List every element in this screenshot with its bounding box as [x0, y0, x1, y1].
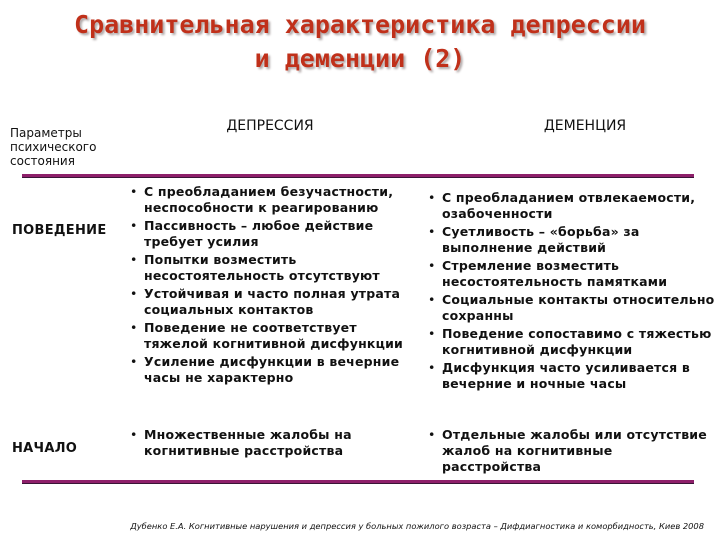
header-parameters: Параметры психического состояния: [10, 126, 97, 168]
bullet-icon: •: [130, 184, 138, 199]
list-item: [128, 252, 420, 284]
list-item-text: С преобладанием безучастности, неспособности к реагированию: [144, 184, 394, 215]
list-item: [426, 292, 716, 324]
footer-divider: [22, 480, 694, 484]
bullet-icon: •: [428, 190, 436, 205]
list-item-text: Поведение сопоставимо с тяжестью когнитивной дисфункции: [442, 326, 712, 357]
list-item: [128, 354, 420, 386]
list-item-text: Пассивность – любое действие требует усилия: [144, 218, 374, 249]
onset-dementia-list: [426, 427, 716, 477]
citation: Дубенко Е.А. Когнитивные нарушения и депрессия у больных пожилого возраста – Дифдиагностика и коморбидность, Киев 2008: [130, 521, 704, 531]
list-item: [426, 224, 716, 256]
list-item: [426, 326, 716, 358]
list-item-text: Устойчивая и часто полная утрата социальных контактов: [144, 286, 401, 317]
header-dementia: ДЕМЕНЦИЯ: [543, 118, 627, 134]
list-item-text: Попытки возместить несостоятельность отсутствуют: [144, 252, 380, 283]
list-item-text: Дисфункция часто усиливается в вечерние и ночные часы: [442, 360, 690, 391]
bullet-icon: •: [428, 224, 436, 239]
header-depression: ДЕПРЕССИЯ: [226, 118, 314, 134]
bullet-icon: •: [130, 252, 138, 267]
bullet-icon: •: [130, 354, 138, 369]
row-label-onset: НАЧАЛО: [12, 441, 78, 456]
list-item-text: Социальные контакты относительно сохранны: [442, 292, 715, 323]
title-line-2: и деменции (2): [254, 44, 466, 73]
list-item: [128, 218, 420, 250]
row-label-behavior: ПОВЕДЕНИЕ: [12, 223, 107, 238]
list-item: [128, 320, 420, 352]
behavior-depression-list: [128, 184, 420, 388]
onset-depression-list: [128, 427, 420, 461]
bullet-icon: •: [428, 360, 436, 375]
list-item-text: Поведение не соответствует тяжелой когнитивной дисфункции: [144, 320, 404, 351]
list-item-text: Усиление дисфункции в вечерние часы не характерно: [144, 354, 400, 385]
bullet-icon: •: [130, 427, 138, 442]
bullet-icon: •: [130, 218, 138, 233]
bullet-icon: •: [130, 286, 138, 301]
header-divider: [22, 174, 694, 178]
behavior-dementia-list: [426, 190, 716, 394]
list-item: [128, 184, 420, 216]
list-item: [128, 286, 420, 318]
list-item: [426, 258, 716, 290]
bullet-icon: •: [428, 427, 436, 442]
title-line-1: Сравнительная характеристика депрессии: [74, 10, 646, 39]
bullet-icon: •: [130, 320, 138, 335]
bullet-icon: •: [428, 326, 436, 341]
list-item: [426, 360, 716, 392]
list-item-text: Стремление возместить несостоятельность памятками: [442, 258, 668, 289]
list-item-text: С преобладанием отвлекаемости, озабоченности: [442, 190, 696, 221]
list-item-text: Суетливость – «борьба» за выполнение действий: [442, 224, 640, 255]
bullet-icon: •: [428, 258, 436, 273]
list-item: [426, 190, 716, 222]
bullet-icon: •: [428, 292, 436, 307]
list-item: [128, 427, 420, 459]
list-item: [426, 427, 716, 475]
slide-title: [0, 8, 720, 76]
list-item-text: Отдельные жалобы или отсутствие жалоб на когнитивные расстройства: [442, 427, 707, 474]
list-item-text: Множественные жалобы на когнитивные расстройства: [144, 427, 352, 458]
